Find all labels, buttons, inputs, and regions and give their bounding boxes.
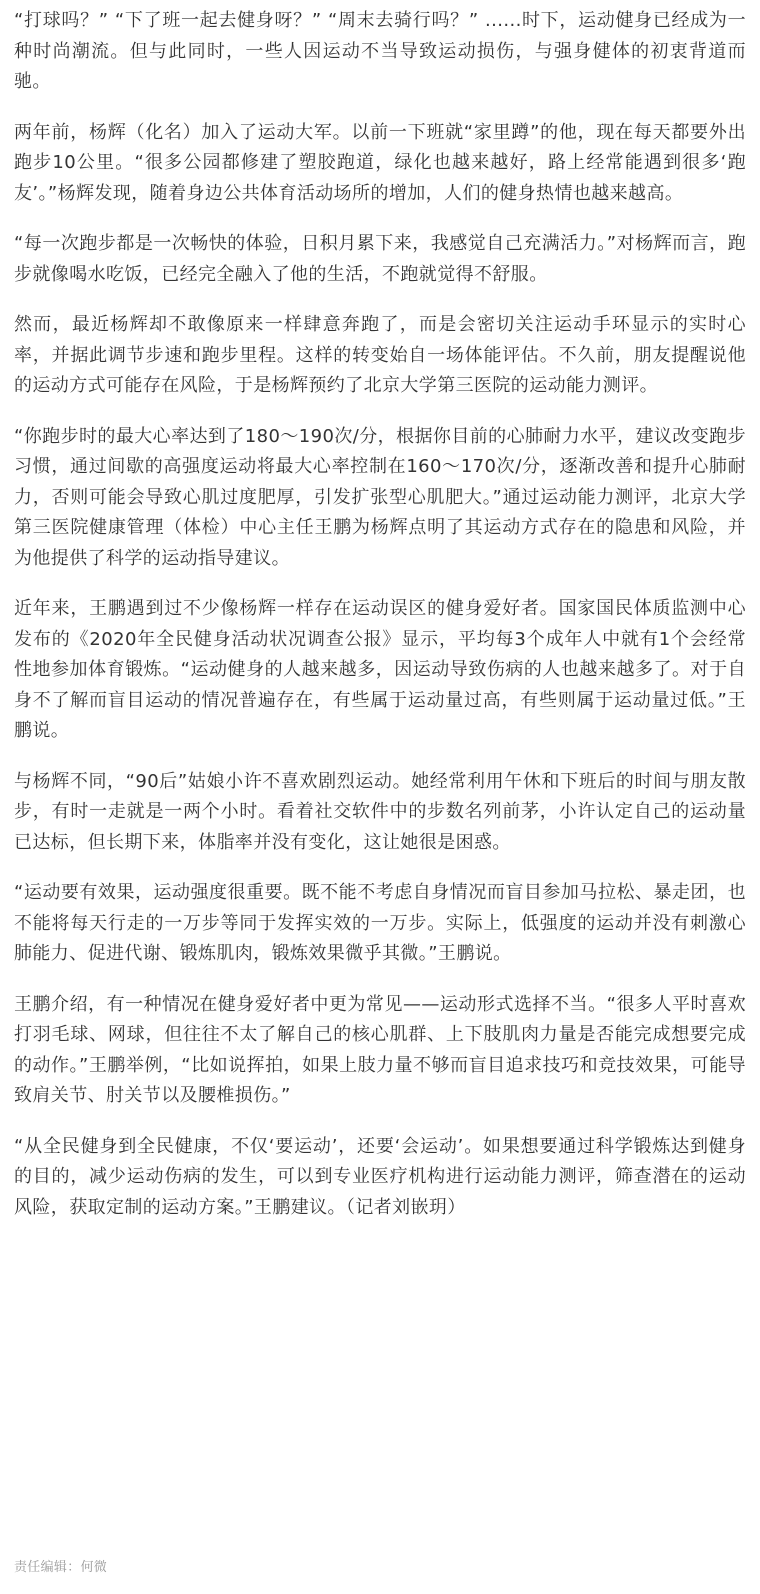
paragraph-9: 王鹏介绍，有一种情况在健身爱好者中更为常见——运动形式选择不当。“很多人平时喜欢打羽毛球、网球，但往往不太了解自己的核心肌群、上下肢肌肉力量是否能完成想要完成的动作。”王鹏举例，“比如说挥拍，如果上肢力量不够而盲目追求技巧和竞技效果，可能导致肩关节、肘关节以及腰椎损伤。” [14,993,746,1106]
paragraph-2: 两年前，杨辉（化名）加入了运动大军。以前一下班就“家里蹲”的他，现在每天都要外出跑步10公里。“很多公园都修建了塑胶跑道，绿化也越来越好，路上经常能遇到很多‘跑友’。”杨辉发现，随着身边公共体育活动场所的增加，人们的健身热情也越来越高。 [14,121,746,204]
paragraph-8: “运动要有效果，运动强度很重要。既不能不考虑自身情况而盲目参加马拉松、暴走团，也不能将每天行走的一万步等同于发挥实效的一万步。实际上，低强度的运动并没有刺激心肺能力、促进代谢、锻炼肌肉，锻炼效果微乎其微。”王鹏说。 [14,882,746,964]
paragraph-7: 与杨辉不同，“90后”姑娘小许不喜欢剧烈运动。她经常利用午休和下班后的时间与朋友散步，有时一走就是一两个小时。看着社交软件中的步数名列前茅，小许认定自己的运动量已达标，但长期下来，体脂率并没有变化，这让她很是困惑。 [14,770,746,853]
paragraph-4: 然而，最近杨辉却不敢像原来一样肆意奔跑了，而是会密切关注运动手环显示的实时心率，并据此调节步速和跑步里程。这样的转变始自一场体能评估。不久前，朋友提醒说他的运动方式可能存在风险，于是杨辉预约了北京大学第三医院的运动能力测评。 [14,314,746,396]
paragraph-10: “从全民健身到全民健康，不仅‘要运动’，还要‘会运动’。如果想要通过科学锻炼达到健身的目的，减少运动伤病的发生，可以到专业医疗机构进行运动能力测评，筛查潜在的运动风险，获取定制的运动方案。”王鹏建议。（记者刘嵌玥） [14,1135,746,1218]
editor-credit: 责任编辑：何微 [14,1560,108,1575]
paragraph-6: 近年来，王鹏遇到过不少像杨辉一样存在运动误区的健身爱好者。国家国民体质监测中心发布的《2020年全民健身活动状况调查公报》显示，平均每3个成年人中就有1个会经常性地参加体育锻炼。“运动健身的人越来越多，因运动导致伤病的人也越来越多了。对于自身不了解而盲目运动的情况普遍存在，有些属于运动量过高，有些则属于运动量过低。”王鹏说。 [14,598,746,741]
paragraph-3: “每一次跑步都是一次畅快的体验，日积月累下来，我感觉自己充满活力。”对杨辉而言，跑步就像喝水吃饭，已经完全融入了他的生活，不跑就觉得不舒服。 [14,233,746,285]
paragraph-1: “打球吗？” “下了班一起去健身呀？” “周末去骑行吗？” ......时下，运动健身已经成为一种时尚潮流。但与此同时，一些人因运动不当导致运动损伤，与强身健体的初衷背道而驰。 [14,10,746,92]
paragraph-5: “你跑步时的最大心率达到了180～190次/分，根据你目前的心肺耐力水平，建议改变跑步习惯，通过间歇的高强度运动将最大心率控制在160～170次/分，逐渐改善和提升心肺耐力，否则可能会导致心肌过度肥厚，引发扩张型心肌肥大。”通过运动能力测评，北京大学第三医院健康管理（体检）中心主任王鹏为杨辉点明了其运动方式存在的隐患和风险，并为他提供了科学的运动指导建议。 [14,425,746,569]
